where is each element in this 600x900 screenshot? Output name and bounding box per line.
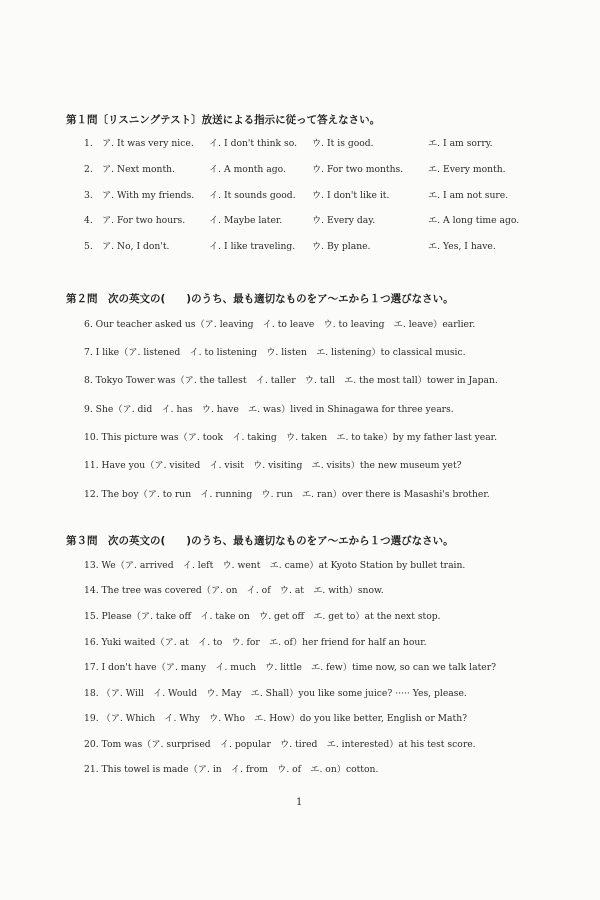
choice-c: ウ. I don't like it. [312,190,390,201]
question-item: 6. Our teacher asked us（ア. leaving イ. to leave ウ. to leaving エ. leave）earlier. [84,319,476,330]
listening-item [0,214,600,228]
choice-a: ア. For two hours. [102,215,186,226]
choice-b: イ. I like traveling. [209,241,296,252]
choice-c: ウ. It is good. [312,138,374,149]
choice-a: ア. It was very nice. [102,138,194,149]
choice-d: エ. A long time ago. [428,215,520,226]
question-item: 19. （ア. Which イ. Why ウ. Who エ. How）do you like better, English or Math? [84,713,468,724]
choice-c: ウ. For two months. [312,164,404,175]
item-number: 3. [84,190,93,201]
question-item: 21. This towel is made（ア. in イ. from ウ. of エ. on）cotton. [84,764,379,775]
question-item: 7. I like（ア. listened イ. to listening ウ. listen エ. listening）to classical music. [84,347,466,358]
listening-item [0,189,600,203]
section3-heading: 第３問 次の英文の( )のうち、最も適切なものをア～エから１つ選びなさい。 [66,535,454,547]
question-item: 17. I don't have（ア. many イ. much ウ. little エ. few）time now, so can we talk later? [84,662,497,673]
question-item: 14. The tree was covered（ア. on イ. of ウ. at エ. with）snow. [84,585,384,596]
choice-d: エ. I am sorry. [428,138,493,149]
choice-a: ア. With my friends. [102,190,195,201]
choice-d: エ. Every month. [428,164,506,175]
choice-d: エ. Yes, I have. [428,241,496,252]
choice-b: イ. It sounds good. [209,190,296,201]
listening-item [0,240,600,254]
item-number: 1. [84,138,93,149]
choice-a: ア. Next month. [102,164,175,175]
page-number: 1 [296,797,303,808]
question-item: 20. Tom was（ア. surprised イ. popular ウ. tired エ. interested）at his test score. [84,739,476,750]
choice-c: ウ. By plane. [312,241,371,252]
item-number: 2. [84,164,93,175]
question-item: 8. Tokyo Tower was（ア. the tallest イ. taller ウ. tall エ. the most tall）tower in Japan. [84,375,498,386]
choice-a: ア. No, I don't. [102,241,170,252]
choice-c: ウ. Every day. [312,215,376,226]
item-number: 5. [84,241,93,252]
listening-item [0,163,600,177]
question-item: 12. The boy（ア. to run イ. running ウ. run エ. ran）over there is Masashi's brother. [84,489,490,500]
listening-item [0,137,600,151]
choice-b: イ. A month ago. [209,164,286,175]
question-item: 16. Yuki waited（ア. at イ. to ウ. for エ. of）her friend for half an hour. [84,637,427,648]
question-item: 11. Have you（ア. visited イ. visit ウ. visiting エ. visits）the new museum yet? [84,460,462,471]
question-item: 13. We（ア. arrived イ. left ウ. went エ. came）at Kyoto Station by bullet train. [84,560,466,571]
section2-heading: 第２問 次の英文の( )のうち、最も適切なものをア～エから１つ選びなさい。 [66,293,454,305]
question-item: 10. This picture was（ア. took イ. taking ウ. taken エ. to take）by my father last year. [84,432,497,443]
choice-d: エ. I am not sure. [428,190,509,201]
question-item: 9. She（ア. did イ. has ウ. have エ. was）lived in Shinagawa for three years. [84,404,454,415]
choice-b: イ. I don't think so. [209,138,298,149]
question-item: 15. Please（ア. take off イ. take on ウ. get off エ. get to）at the next stop. [84,611,441,622]
item-number: 4. [84,215,93,226]
section1-heading: 第１問〔リスニングテスト〕放送による指示に従って答えなさい。 [66,114,381,126]
choice-b: イ. Maybe later. [209,215,283,226]
question-item: 18. （ア. Will イ. Would ウ. May エ. Shall）you like some juice? ····· Yes, please. [84,688,467,699]
